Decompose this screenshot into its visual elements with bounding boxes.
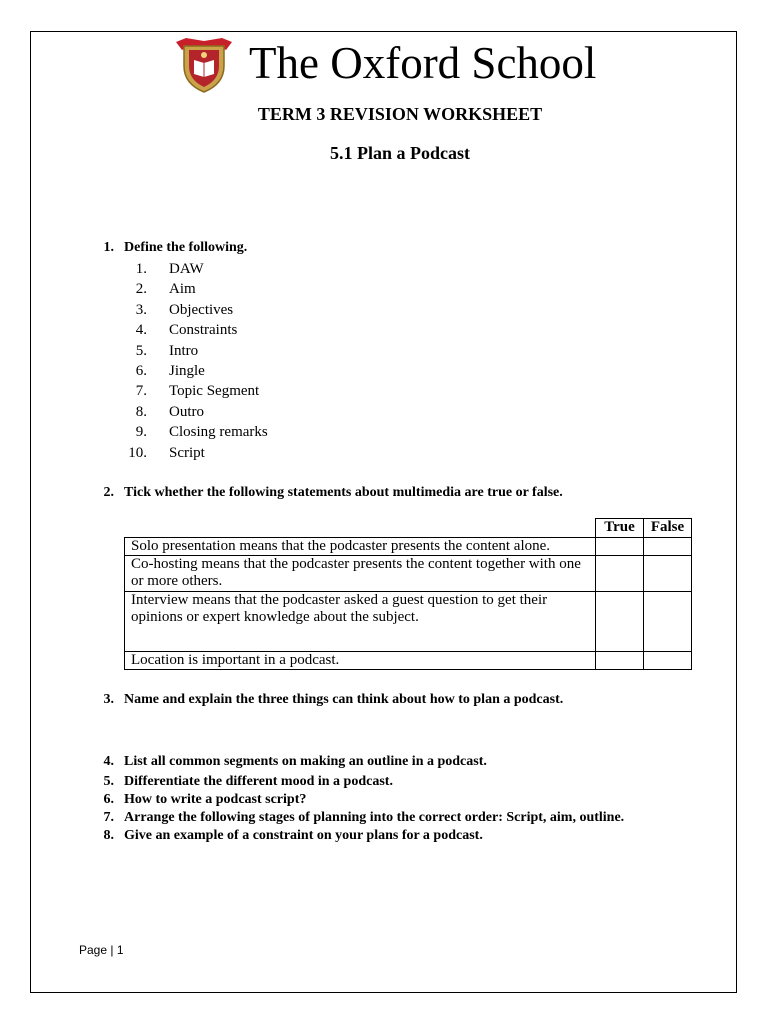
question-4: 4. List all common segments on making an outline in a podcast. xyxy=(103,754,487,769)
school-name: The Oxford School xyxy=(249,38,597,88)
statement-cell: Solo presentation means that the podcaster presents the content alone. xyxy=(125,538,596,556)
table-row xyxy=(125,652,692,670)
table-row xyxy=(125,538,692,556)
question-text: Define the following. xyxy=(124,240,248,255)
question-8: 8. Give an example of a constraint on your plans for a podcast. xyxy=(103,828,483,843)
question-2 xyxy=(103,485,563,501)
question-6: 6. How to write a podcast script? xyxy=(103,792,307,807)
empty-header-cell xyxy=(125,519,596,538)
question-text: Differentiate the different mood in a podcast. xyxy=(124,774,393,789)
false-tick-cell[interactable] xyxy=(644,592,692,652)
statement-cell: Interview means that the podcaster asked a guest question to get their opinions or expert knowledge about the subject. xyxy=(125,592,596,652)
topic-title: 5.1 Plan a Podcast xyxy=(329,143,470,163)
page-label: Page xyxy=(79,943,108,957)
false-tick-cell[interactable] xyxy=(644,652,692,670)
table-header-row xyxy=(125,519,692,538)
page-number: 1 xyxy=(116,943,124,957)
question-text: Name and explain the three things can think about how to plan a podcast. xyxy=(124,692,564,707)
question-number: 1. xyxy=(103,240,114,255)
statement-cell: Location is important in a podcast. xyxy=(125,652,596,670)
true-tick-cell[interactable] xyxy=(596,652,644,670)
school-crest-icon xyxy=(174,36,234,94)
page-separator: | xyxy=(110,943,114,957)
question-text: Give an example of a constraint on your plans for a podcast. xyxy=(124,828,483,843)
true-tick-cell[interactable] xyxy=(596,556,644,592)
question-number: 3. xyxy=(103,692,114,707)
question-1 xyxy=(103,240,248,256)
column-header-false: False xyxy=(644,519,692,538)
question-text: List all common segments on making an outline in a podcast. xyxy=(124,754,487,769)
question-text: Tick whether the following statements about multimedia are true or false. xyxy=(124,485,563,500)
question-5: 5. Differentiate the different mood in a podcast. xyxy=(103,774,393,789)
false-tick-cell[interactable] xyxy=(644,538,692,556)
table-row xyxy=(125,592,692,652)
page-border xyxy=(30,31,737,993)
true-false-table xyxy=(124,518,692,670)
page-footer xyxy=(79,943,124,957)
question-7: 7. Arrange the following stages of planning into the correct order: Script, aim, outline. xyxy=(103,810,625,825)
worksheet-title: TERM 3 REVISION WORKSHEET xyxy=(257,104,543,124)
column-header-true: True xyxy=(596,519,644,538)
table-row xyxy=(125,556,692,592)
false-tick-cell[interactable] xyxy=(644,556,692,592)
question-number: 2. xyxy=(103,485,114,500)
question-3 xyxy=(103,692,564,708)
true-tick-cell[interactable] xyxy=(596,538,644,556)
true-tick-cell[interactable] xyxy=(596,592,644,652)
statement-cell: Co-hosting means that the podcaster presents the content together with one or more others. xyxy=(125,556,596,592)
question-text: Arrange the following stages of planning into the correct order: Script, aim, outline. xyxy=(124,810,625,825)
question-text: How to write a podcast script? xyxy=(124,792,307,807)
